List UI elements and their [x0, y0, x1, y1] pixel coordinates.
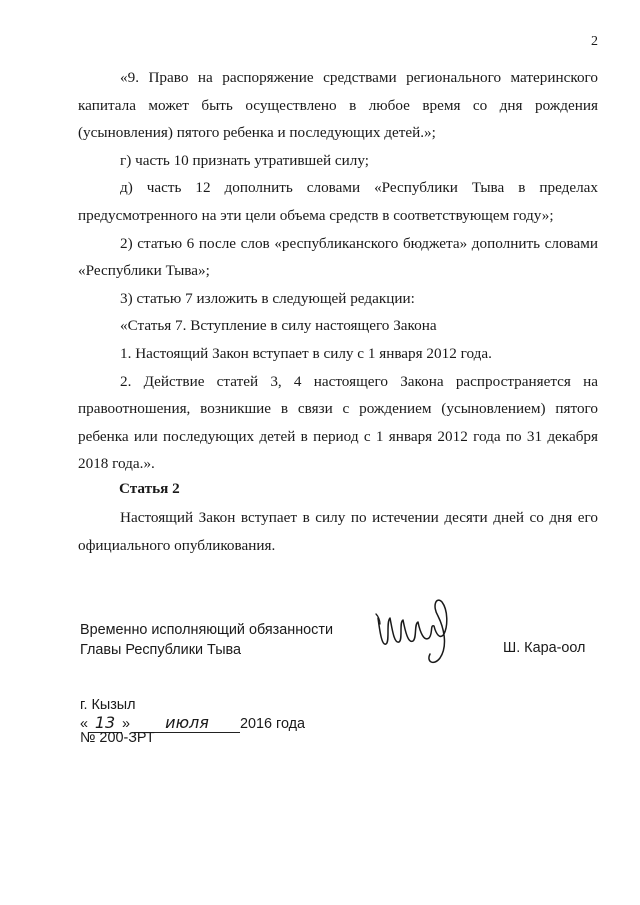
paragraph-d: д) часть 12 дополнить словами «Республики Тыва в пределах предусмотренного на эти цели объема средств в соответствующем году»;	[78, 179, 598, 224]
article7-heading: «Статья 7. Вступление в силу настоящего Закона	[120, 317, 437, 335]
paragraph-3: 3) статью 7 изложить в следующей редакции:	[120, 289, 415, 307]
signatory-title-line1: Временно исполняющий обязанности	[80, 622, 334, 638]
article2-heading: Статья 2	[119, 480, 180, 497]
law-body	[78, 64, 598, 478]
page-number: 2	[591, 34, 598, 49]
article7-point-2: 2. Действие статей 3, 4 настоящего Закона распространяется на правоотношения, возникшие в связи с рождением (усыновлением) пятого ребенка или последующих детей в период с 1 января 2012 года по 31 декабря 2018 года.».	[78, 372, 598, 473]
date-open-quote: «	[80, 716, 89, 732]
place-of-signing: г. Кызыл	[80, 697, 136, 713]
signatory-name: Ш. Кара-оол	[503, 640, 586, 656]
paragraph-2: 2) статью 6 после слов «республиканского бюджета» дополнить словами «Республики Тыва»;	[78, 234, 598, 280]
signatory-title-line2: Главы Республики Тыва	[80, 642, 242, 658]
paragraph-g: г) часть 10 признать утратившей силу;	[120, 151, 369, 169]
handwritten-signature	[372, 588, 472, 668]
handwritten-month: июля	[134, 713, 240, 733]
date-close-quote: »	[122, 716, 131, 732]
paragraph-item-9: «9. Право на распоряжение средствами регионального материнского капитала может быть осуществлено в любое время со дня рождения (усыновления) пятого ребенка и последующих детей.»;	[78, 69, 598, 142]
date-year: 2016 года	[240, 716, 306, 732]
law-number: № 200-ЗРТ	[80, 730, 155, 746]
article7-point-1: 1. Настоящий Закон вступает в силу с 1 января 2012 года.	[120, 344, 492, 362]
signatory-title	[80, 620, 333, 660]
handwritten-day: 13	[88, 713, 122, 733]
article2-text: Настоящий Закон вступает в силу по истечении десяти дней со дня его официального опубликования.	[78, 509, 598, 554]
